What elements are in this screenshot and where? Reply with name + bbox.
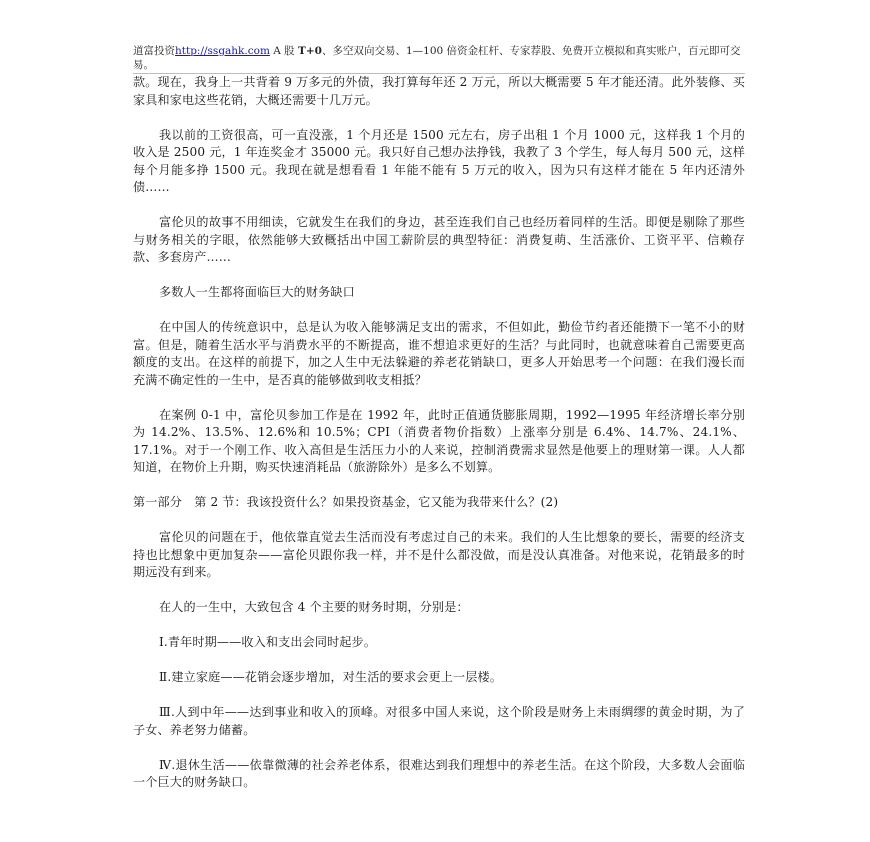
header-rest: 、多空双向交易、1—100 倍资金杠杆、专家荐股、免费开立模拟和真实账户，百元即可交易。 xyxy=(133,45,741,71)
header-bold-text: T+0 xyxy=(298,45,322,57)
subheading: 多数人一生都将面临巨大的财务缺口 xyxy=(159,285,355,299)
list-item: Ⅳ.退休生活——依靠微薄的社会养老体系，很难达到我们理想中的养老生活。在这个阶段，大多数人会面临一个巨大的财务缺口。 xyxy=(133,757,745,789)
paragraph: 在中国人的传统意识中，总是认为收入能够满足支出的需求，不但如此，勤俭节约者还能攒下一笔不小的财富。但是，随着生活水平与消费水平的不断提高，谁不想追求更好的生活？与此同时，也就意味着自己需要更高额度的支出。在这样的前提下，加之人生中无法躲避的养老花销缺口，更多人开始思考一个问题：在我们漫长而充满不确定性的一生中，是否真的能够做到收支相抵？ xyxy=(133,320,745,387)
header-link[interactable]: http://ssgahk.com xyxy=(175,45,270,57)
paragraph: 富伦贝的问题在于，他依靠直觉去生活而没有考虑过自己的未来。我们的人生比想象的要长，需要的经济支持也比想象中更加复杂——富伦贝跟你我一样，并不是什么都没做，而是没认真准备。对他来说，花销最多的时期远没有到来。 xyxy=(133,530,745,579)
header-after-link: A 股 xyxy=(269,45,299,57)
list-item: Ⅱ.建立家庭——花销会逐步增加，对生活的要求会更上一层楼。 xyxy=(159,670,502,684)
header-prefix: 道富投资 xyxy=(133,45,175,57)
list-item: Ⅰ.青年时期——收入和支出会同时起步。 xyxy=(159,635,377,649)
list-item: Ⅲ.人到中年——达到事业和收入的顶峰。对很多中国人来说，这个阶段是财务上未雨绸缪的黄金时期，为了子女、养老努力储蓄。 xyxy=(133,705,745,737)
paragraph: 在案例 0-1 中，富伦贝参加工作是在 1992 年，此时正值通货膨胀周期，1992—1995 年经济增长率分别为 14.2%、13.5%、12.6%和 10.5%；CPI（消费者物价指数）上涨率分别是 6.4%、14.7%、24.1%、17.1%。对于一个刚工作、收入高但是生活压力小的人来说，控制消费需求显然是他要上的理财第一课。人人都知道，在物价上升期，购买快速消耗品（旅游除外）是多么不划算。 xyxy=(133,407,745,474)
section-title: 第一部分 第 2 节：我该投资什么？如果投资基金，它又能为我带来什么？(2) xyxy=(133,495,559,509)
paragraph: 款。现在，我身上一共背着 9 万多元的外债，我打算每年还 2 万元，所以大概需要 5 年才能还清。此外装修、买家具和家电这些花销，大概还需要十几万元。 xyxy=(133,75,745,107)
paragraph: 我以前的工资很高，可一直没涨，1 个月还是 1500 元左右，房子出租 1 个月 1000 元，这样我 1 个月的收入是 2500 元，1 年连奖金才 35000 元。我只好自己想办法挣钱，我教了 3 个学生，每人每月 500 元，这样每个月能多挣 1500 元。我现在就是想看看 1 年能不能有 5 万元的收入，因为只有这样才能在 5 年内还清外债…… xyxy=(133,127,745,194)
paragraph: 在人的一生中，大致包含 4 个主要的财务时期，分别是： xyxy=(159,600,469,614)
paragraph: 富伦贝的故事不用细读，它就发生在我们的身边，甚至连我们自己也经历着同样的生活。即便是剔除了那些与财务相关的字眼，依然能够大致概括出中国工薪阶层的典型特征：消费复萌、生活涨价、工资平平、信赖存款、多套房产…… xyxy=(133,215,745,264)
document-page xyxy=(133,44,745,792)
document-body xyxy=(133,74,745,792)
page-header xyxy=(133,44,745,74)
